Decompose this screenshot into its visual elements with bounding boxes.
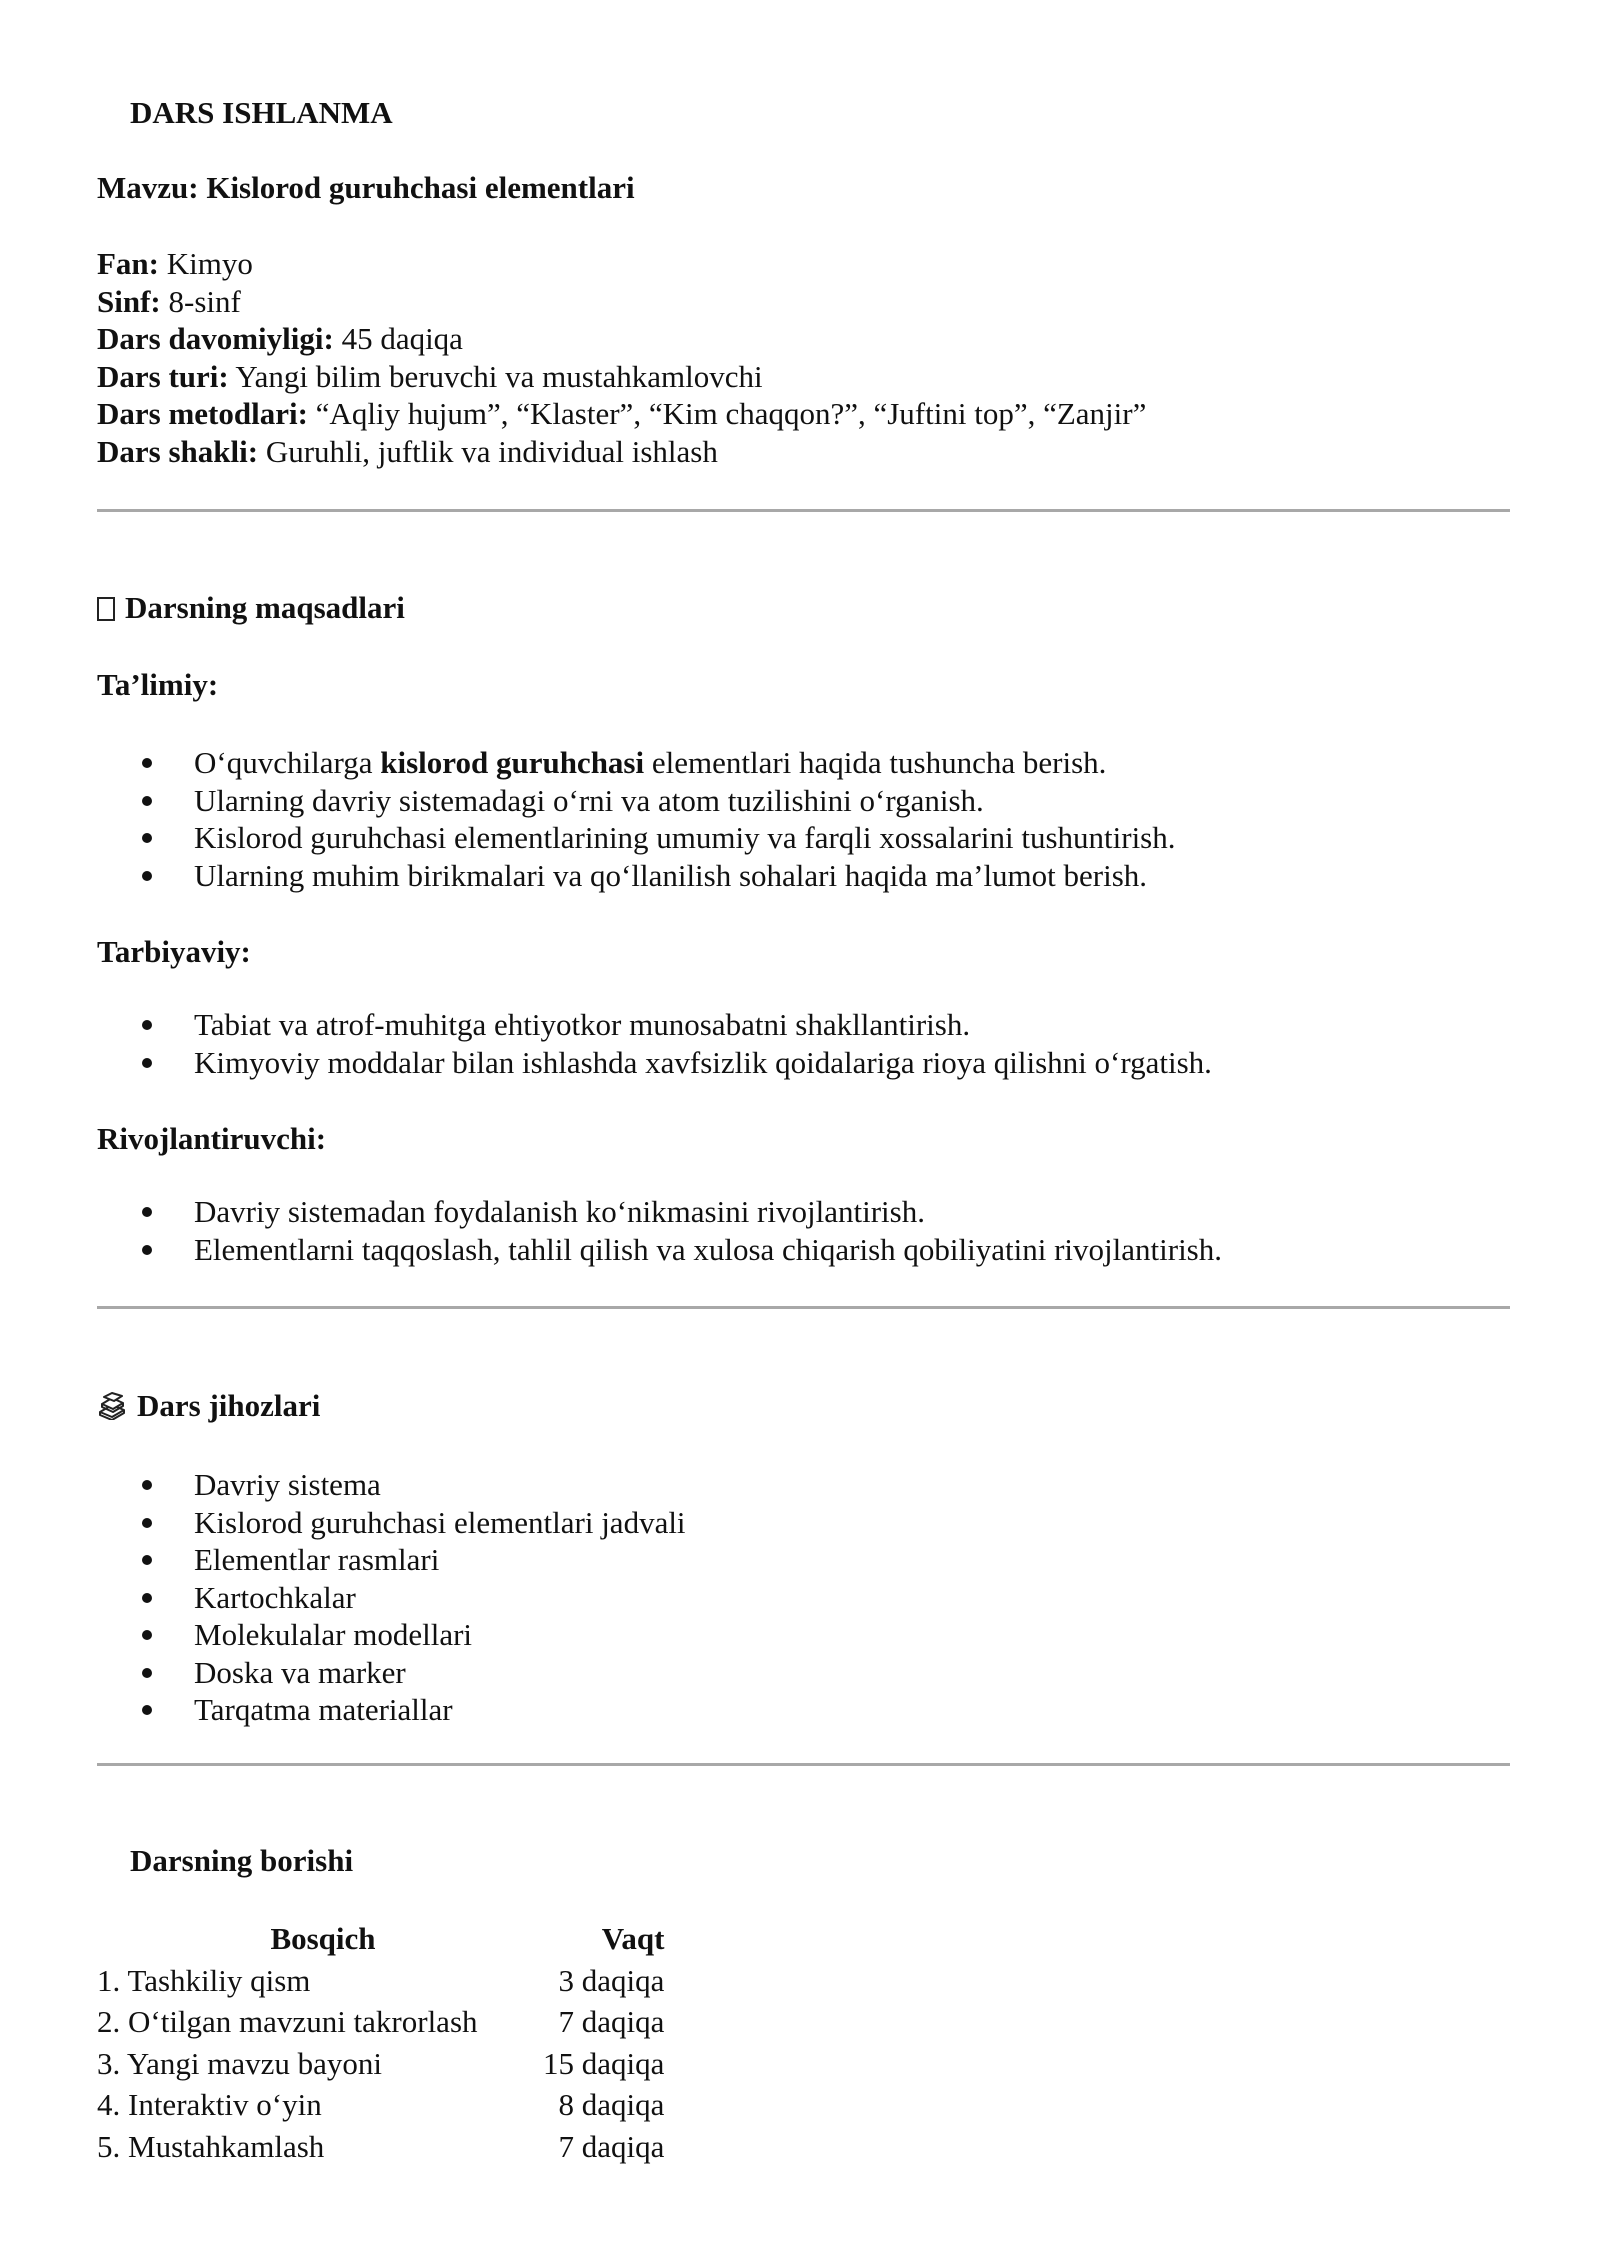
list-item bbox=[97, 1193, 1222, 1231]
list-item-text: Kartochkalar bbox=[194, 1579, 356, 1615]
educational-list bbox=[97, 744, 1176, 894]
list-item bbox=[97, 1044, 1212, 1082]
bullet-icon bbox=[142, 871, 152, 881]
missing-glyph-icon bbox=[97, 597, 115, 621]
meta-subject bbox=[97, 245, 1146, 283]
meta-label: Dars shakli: bbox=[97, 433, 259, 469]
time-cell: 3 daqiqa bbox=[558, 1962, 665, 1998]
time-cell: 7 daqiqa bbox=[558, 2128, 665, 2164]
list-item-bold-text: kislorod guruhchasi bbox=[380, 745, 645, 780]
bullet-icon bbox=[142, 1480, 152, 1490]
list-item bbox=[97, 1466, 686, 1504]
equipment-heading-text: Dars jihozlari bbox=[137, 1388, 321, 1423]
list-item bbox=[97, 1654, 686, 1692]
list-item bbox=[97, 1541, 686, 1579]
list-item bbox=[97, 1579, 686, 1617]
upbringing-heading: Tarbiyaviy: bbox=[97, 934, 251, 969]
list-item bbox=[97, 1616, 686, 1654]
meta-value: Guruhli, juftlik va individual ishlash bbox=[258, 433, 718, 469]
meta-value: 8-sinf bbox=[160, 283, 241, 319]
stage-cell: 5. Mustahkamlash bbox=[97, 2128, 325, 2164]
meta-form bbox=[97, 433, 1146, 471]
books-icon bbox=[97, 1392, 127, 1420]
meta-label: Dars davomiyligi: bbox=[97, 321, 334, 356]
bullet-icon bbox=[142, 1207, 152, 1217]
list-item-text: Davriy sistemadan foydalanish ko‘nikmasini rivojlantirish. bbox=[194, 1194, 925, 1229]
meta-label: Fan: bbox=[97, 246, 159, 281]
meta-lesson-type bbox=[97, 358, 1146, 396]
bullet-icon bbox=[142, 1020, 152, 1030]
bullet-icon bbox=[142, 1593, 152, 1603]
list-item bbox=[97, 819, 1176, 857]
meta-value: “Aqliy hujum”, “Klaster”, “Kim chaqqon?”, “Juftini top”, “Zanjir” bbox=[307, 396, 1147, 431]
table-header-row bbox=[97, 1918, 664, 1960]
table-row bbox=[97, 2126, 664, 2168]
list-item-text: Ularning muhim birikmalari va qo‘llanilish sohalari haqida ma’lumot berish. bbox=[194, 857, 1148, 893]
document-title: DARS ISHLANMA bbox=[130, 95, 393, 130]
bullet-icon bbox=[142, 1058, 152, 1068]
lesson-meta bbox=[97, 245, 1146, 470]
meta-value: Yangi bilim beruvchi va mustahkamlovchi bbox=[228, 358, 763, 394]
list-item-text: Doska va marker bbox=[194, 1654, 406, 1690]
column-header-time: Vaqt bbox=[601, 1921, 665, 1956]
bullet-icon bbox=[142, 1245, 152, 1255]
time-cell: 7 daqiqa bbox=[558, 2004, 665, 2039]
table-row bbox=[97, 2043, 664, 2085]
list-item bbox=[97, 782, 1176, 820]
progress-heading: Darsning borishi bbox=[130, 1843, 354, 1878]
time-cell: 8 daqiqa bbox=[558, 2087, 665, 2122]
educational-heading: Ta’limiy: bbox=[97, 667, 219, 702]
bullet-icon bbox=[142, 1705, 152, 1715]
bullet-icon bbox=[142, 1668, 152, 1678]
divider bbox=[97, 509, 1510, 512]
meta-grade bbox=[97, 283, 1146, 321]
lesson-topic: Mavzu: Kislorod guruhchasi elementlari bbox=[97, 170, 635, 205]
list-item-text: O‘quvchilarga bbox=[194, 745, 381, 780]
equipment-heading bbox=[97, 1388, 320, 1424]
list-item-text: Kislorod guruhchasi elementlari jadvali bbox=[194, 1504, 686, 1540]
list-item bbox=[97, 1504, 686, 1542]
list-item-text: Ularning davriy sistemadagi o‘rni va atom tuzilishini o‘rganish. bbox=[194, 782, 984, 818]
meta-duration bbox=[97, 320, 1146, 358]
meta-value: Kimyo bbox=[159, 246, 253, 281]
table-row bbox=[97, 1960, 664, 2002]
upbringing-list bbox=[97, 1006, 1212, 1081]
list-item bbox=[97, 1006, 1212, 1044]
bullet-icon bbox=[142, 758, 152, 768]
table-row bbox=[97, 2001, 664, 2043]
list-item-text: Tabiat va atrof-muhitga ehtiyotkor munosabatni shakllantirish. bbox=[194, 1007, 971, 1042]
goals-heading bbox=[97, 590, 405, 626]
equipment-list bbox=[97, 1466, 686, 1729]
list-item-text: Elementlarni taqqoslash, tahlil qilish va xulosa chiqarish qobiliyatini rivojlantirish. bbox=[194, 1231, 1222, 1267]
lesson-progress-table bbox=[97, 1918, 664, 2167]
bullet-icon bbox=[142, 833, 152, 843]
list-item-text: Kislorod guruhchasi elementlarining umumiy va farqli xossalarini tushuntirish. bbox=[194, 820, 1176, 855]
list-item-text: Molekulalar modellari bbox=[194, 1617, 473, 1652]
bullet-icon bbox=[142, 1630, 152, 1640]
divider bbox=[97, 1306, 1510, 1309]
list-item-text: Elementlar rasmlari bbox=[194, 1542, 440, 1577]
stage-cell: 2. O‘tilgan mavzuni takrorlash bbox=[97, 2004, 478, 2039]
list-item-text: Tarqatma materiallar bbox=[194, 1692, 453, 1727]
meta-label: Dars turi: bbox=[97, 358, 229, 394]
stage-cell: 3. Yangi mavzu bayoni bbox=[97, 2045, 383, 2081]
stage-cell: 1. Tashkiliy qism bbox=[97, 1962, 311, 1998]
list-item-text: elementlari haqida tushuncha berish. bbox=[644, 745, 1107, 780]
bullet-icon bbox=[142, 1555, 152, 1565]
list-item bbox=[97, 744, 1176, 782]
column-header-stage: Bosqich bbox=[270, 1921, 376, 1956]
divider bbox=[97, 1763, 1510, 1766]
meta-label: Sinf: bbox=[97, 283, 161, 319]
list-item-text: Davriy sistema bbox=[194, 1467, 381, 1502]
stage-cell: 4. Interaktiv o‘yin bbox=[97, 2087, 322, 2122]
developmental-heading: Rivojlantiruvchi: bbox=[97, 1121, 327, 1156]
list-item-text: Kimyoviy moddalar bilan ishlashda xavfsizlik qoidalariga rioya qilishni o‘rgatish. bbox=[194, 1044, 1212, 1080]
bullet-icon bbox=[142, 1518, 152, 1528]
goals-heading-text: Darsning maqsadlari bbox=[125, 590, 405, 625]
table-row bbox=[97, 2084, 664, 2126]
bullet-icon bbox=[142, 796, 152, 806]
developmental-list bbox=[97, 1193, 1222, 1268]
meta-methods bbox=[97, 395, 1146, 433]
list-item bbox=[97, 857, 1176, 895]
time-cell: 15 daqiqa bbox=[543, 2045, 665, 2081]
meta-value: 45 daqiqa bbox=[333, 321, 463, 356]
list-item bbox=[97, 1691, 686, 1729]
meta-label: Dars metodlari: bbox=[97, 396, 308, 431]
list-item bbox=[97, 1231, 1222, 1269]
